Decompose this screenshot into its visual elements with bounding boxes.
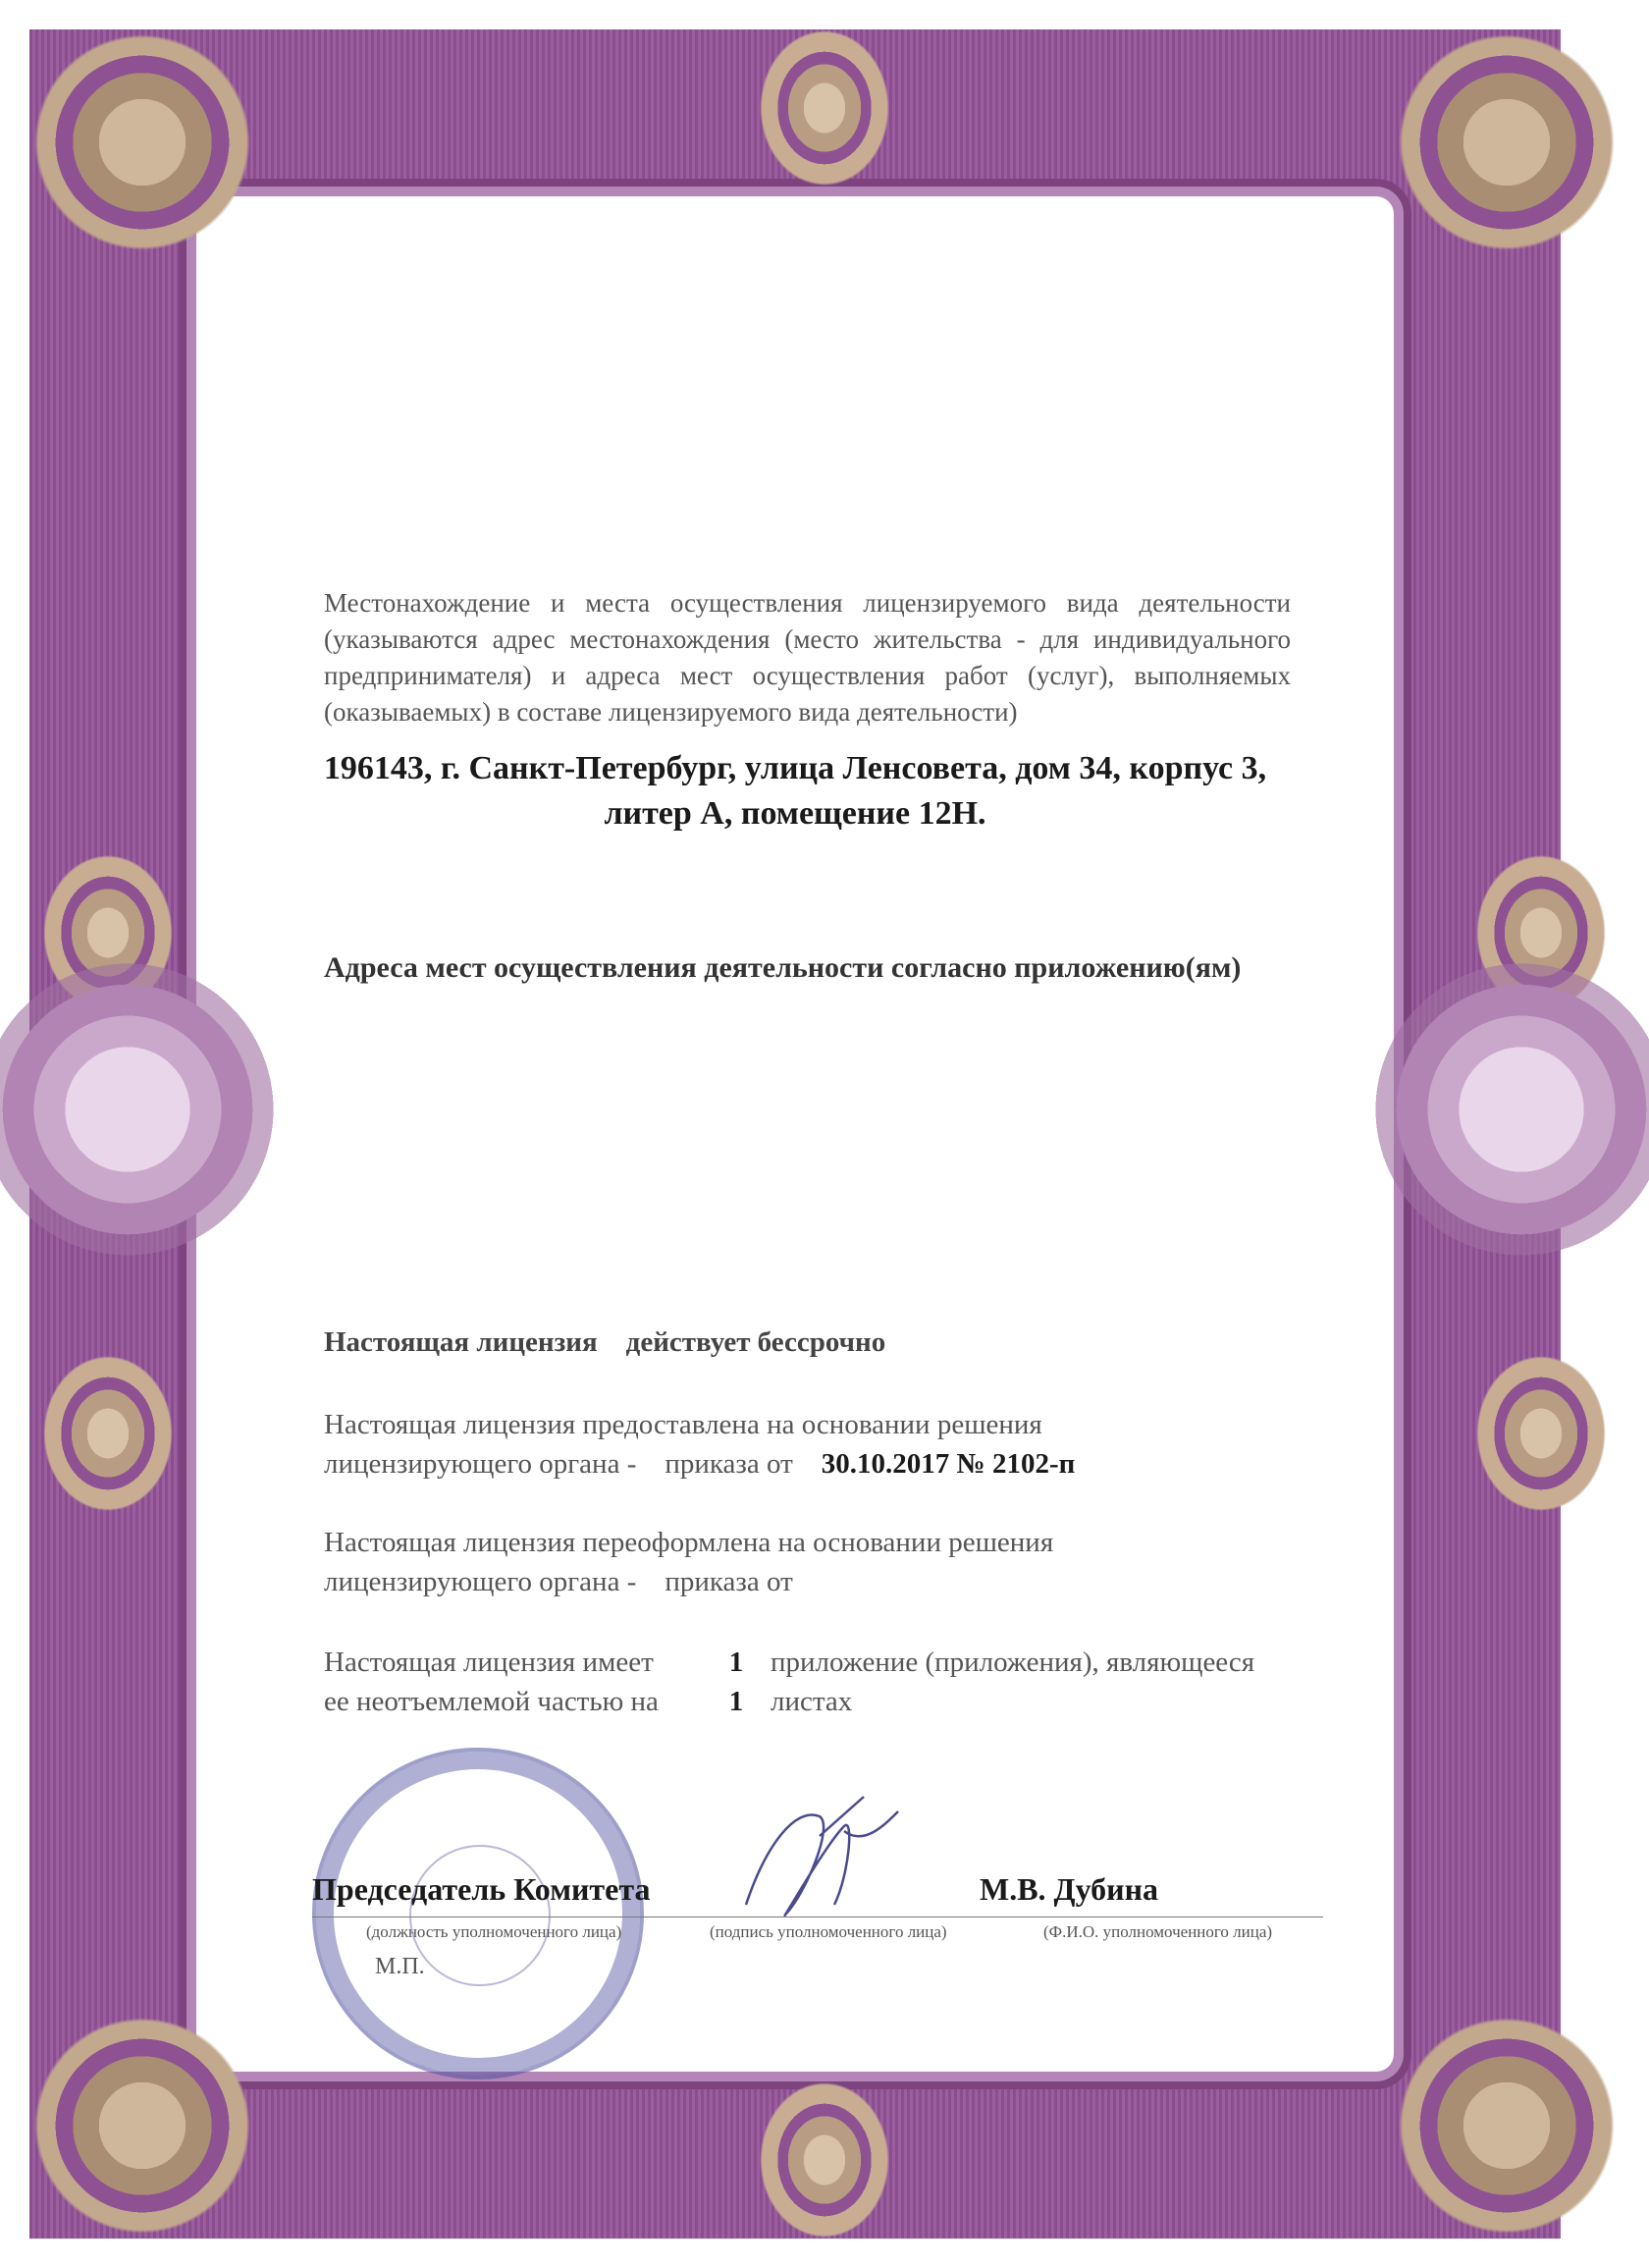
- basis-granted-kind: приказа от: [665, 1448, 793, 1480]
- annex-line1-text: приложение (приложения), являющееся: [771, 1647, 1255, 1678]
- basis-reissued-line1: Настоящая лицензия переоформлена на основании решения: [324, 1527, 1054, 1558]
- corner-ornament-icon: [1384, 20, 1629, 265]
- address-line-1: 196143, г. Санкт-Петербург, улица Ленсовета, дом 34, корпус 3,: [323, 750, 1267, 786]
- caption-signature: (подпись уполномоченного лица): [710, 1922, 947, 1941]
- basis-granted-label: лицензирующего органа -: [324, 1448, 637, 1480]
- basis-reissued-kind: приказа от: [665, 1566, 793, 1597]
- caption-position: (должность уполномоченного лица): [366, 1922, 622, 1941]
- basis-reissued: [324, 1523, 1053, 1601]
- top-center-ornament-icon: [751, 20, 898, 196]
- basis-granted-line1: Настоящая лицензия предоставлена на основании решения: [324, 1409, 1042, 1440]
- signer-position: Председатель Комитета: [312, 1871, 651, 1907]
- caption-name: (Ф.И.О. уполномоченного лица): [1043, 1922, 1273, 1941]
- validity-line: [324, 1323, 885, 1362]
- right-rosette-icon: [1374, 962, 1649, 1257]
- annex-sheets-count: 1: [728, 1686, 744, 1717]
- location-description: Местонахождение и места осуществления лицензируемого вида деятельности (указываются адрес местонахождения (место жительства - для индивидуального предпринимателя) и адреса мест осуществления работ (услуг), выполняемых (оказываемых) в составе лицензируемого вида деятельности): [324, 588, 1291, 727]
- basis-reissued-label: лицензирующего органа -: [324, 1566, 637, 1597]
- annex-line2-label: ее неотъемлемой частью на: [324, 1686, 659, 1717]
- validity-label: Настоящая лицензия: [324, 1326, 598, 1358]
- license-address: [236, 746, 1355, 837]
- addresses-appendix-note: Адреса мест осуществления деятельности согласно приложению(ям): [324, 951, 1242, 984]
- corner-ornament-icon: [1384, 2003, 1629, 2248]
- right-ornament-icon: [1467, 1345, 1615, 1522]
- validity-value: действует бессрочно: [625, 1326, 886, 1358]
- stamp-place-label: М.П.: [375, 1954, 425, 1979]
- basis-granted: [324, 1405, 1075, 1484]
- annex-info: [324, 1643, 1254, 1721]
- left-ornament-icon: [34, 1345, 182, 1522]
- annex-line2-text: листах: [771, 1686, 853, 1717]
- annex-count: 1: [728, 1647, 744, 1678]
- corner-ornament-icon: [20, 2003, 265, 2248]
- corner-ornament-icon: [20, 20, 265, 265]
- signer-name: М.В. Дубина: [980, 1871, 1159, 1907]
- basis-granted-order: 30.10.2017 № 2102-п: [821, 1448, 1076, 1480]
- annex-line1-label: Настоящая лицензия имеет: [324, 1647, 654, 1678]
- bottom-center-ornament-icon: [751, 2072, 898, 2248]
- signature-row: [312, 1871, 1323, 1941]
- address-line-2: литер А, помещение 12Н.: [604, 795, 986, 832]
